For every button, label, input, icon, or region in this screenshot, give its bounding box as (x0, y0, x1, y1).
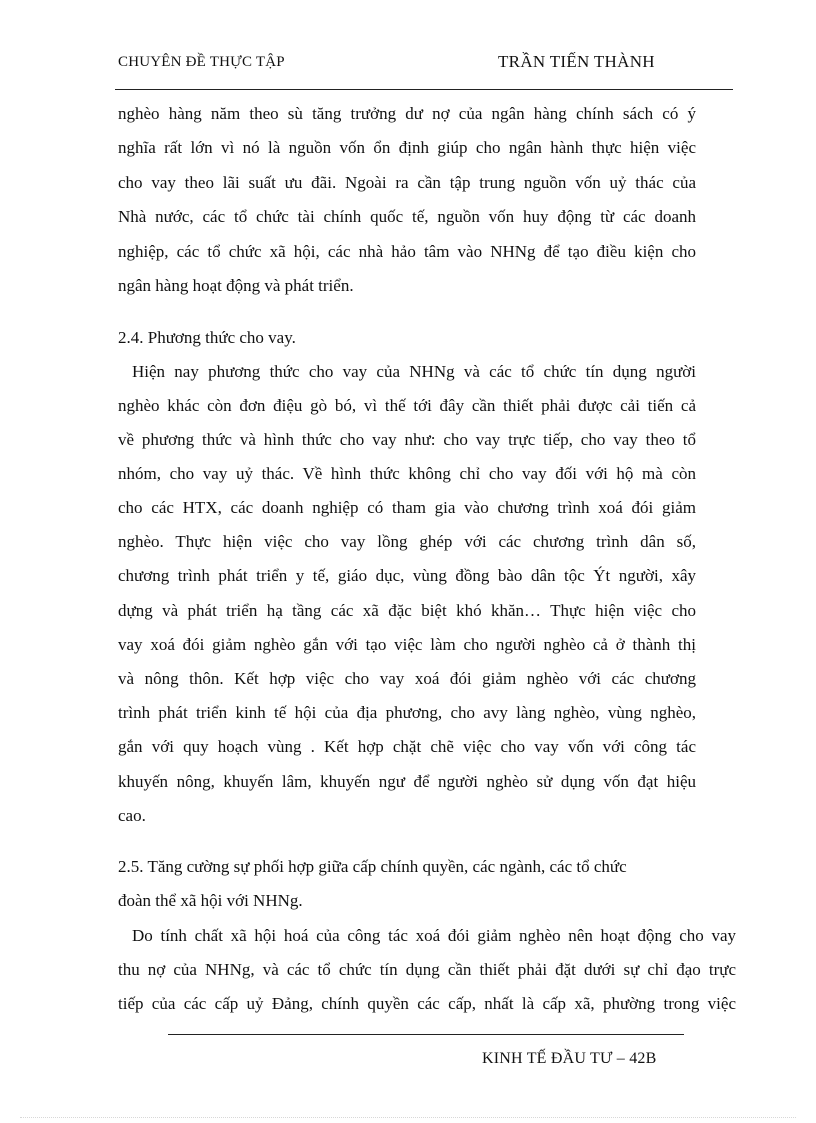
body-line: gắn với quy hoạch vùng . Kết hợp chặt chẽ việc cho vay vốn với công tác (118, 737, 696, 756)
body-line: nghèo. Thực hiện việc cho vay lồng ghép với các chương trình dân số, (118, 532, 696, 551)
body-line: Do tính chất xã hội hoá của công tác xoá đói giảm nghèo nên hoạt động cho vay (132, 926, 736, 945)
body-line: cao. (118, 806, 146, 825)
body-line: nghĩa rất lớn vì nó là nguồn vốn ổn định giúp cho ngân hành thực hiện việc (118, 138, 696, 157)
body-line: dựng và phát triển hạ tầng các xã đặc biệt khó khăn… Thực hiện việc cho (118, 601, 696, 620)
body-line: thu nợ của NHNg, và các tổ chức tín dụng cần thiết phải đặt dưới sự chỉ đạo trực (118, 960, 736, 979)
body-line: trình phát triển kinh tế hội của địa phương, cho avy làng nghèo, vùng nghèo, (118, 703, 696, 722)
body-line: nghèo hàng năm theo sù tăng trưởng dư nợ của ngân hàng chính sách có ý (118, 104, 696, 123)
body-line: và nông thôn. Kết hợp việc cho vay xoá đói giảm nghèo với các chương (118, 669, 696, 688)
header-title: CHUYÊN ĐỀ THỰC TẬP (118, 54, 285, 70)
body-line: vay xoá đói giảm nghèo gắn với tạo việc làm cho người nghèo cả ở thành thị (118, 635, 696, 654)
section-heading: 2.4. Phương thức cho vay. (118, 328, 296, 347)
body-line: chương trình phát triển y tế, giáo dục, vùng đồng bào dân tộc Ýt người, xây (118, 566, 696, 585)
section-heading: 2.5. Tăng cường sự phối hợp giữa cấp chính quyền, các ngành, các tổ chức (118, 857, 627, 876)
body-line: khuyến nông, khuyến lâm, khuyến ngư để người nghèo sử dụng vốn đạt hiệu (118, 772, 696, 791)
body-line: tiếp của các cấp uỷ Đảng, chính quyền các cấp, nhất là cấp xã, phường trong việc (118, 994, 736, 1013)
section-heading-continued: đoàn thể xã hội với NHNg. (118, 891, 303, 910)
body-line: về phương thức và hình thức cho vay như: cho vay trực tiếp, cho vay theo tổ (118, 430, 696, 449)
header-divider (115, 89, 733, 90)
body-line: cho các HTX, các doanh nghiệp có tham gia vào chương trình xoá đói giảm (118, 498, 696, 517)
body-line: Nhà nước, các tổ chức tài chính quốc tế, nguồn vốn huy động từ các doanh (118, 207, 696, 226)
footer-divider (168, 1034, 684, 1035)
body-line: Hiện nay phương thức cho vay của NHNg và các tổ chức tín dụng người (132, 362, 696, 381)
body-line: nhóm, cho vay uỷ thác. Về hình thức không chỉ cho vay đối với hộ mà còn (118, 464, 696, 483)
header-author: TRẦN TIẾN THÀNH (498, 52, 655, 71)
body-line: nghèo khác còn đơn điệu gò bó, vì thế tới đây cần thiết phải được cải tiến cả (118, 396, 696, 415)
footer-class: KINH TẾ ĐẦU TƯ – 42B (482, 1050, 657, 1067)
body-line: ngân hàng hoạt động và phát triển. (118, 276, 354, 295)
body-line: nghiệp, các tổ chức xã hội, các nhà hảo tâm vào NHNg để tạo điều kiện cho (118, 242, 696, 261)
body-line: cho vay theo lãi suất ưu đãi. Ngoài ra cần tập trung nguồn vốn uỷ thác của (118, 173, 696, 192)
page-edge (20, 1117, 796, 1118)
